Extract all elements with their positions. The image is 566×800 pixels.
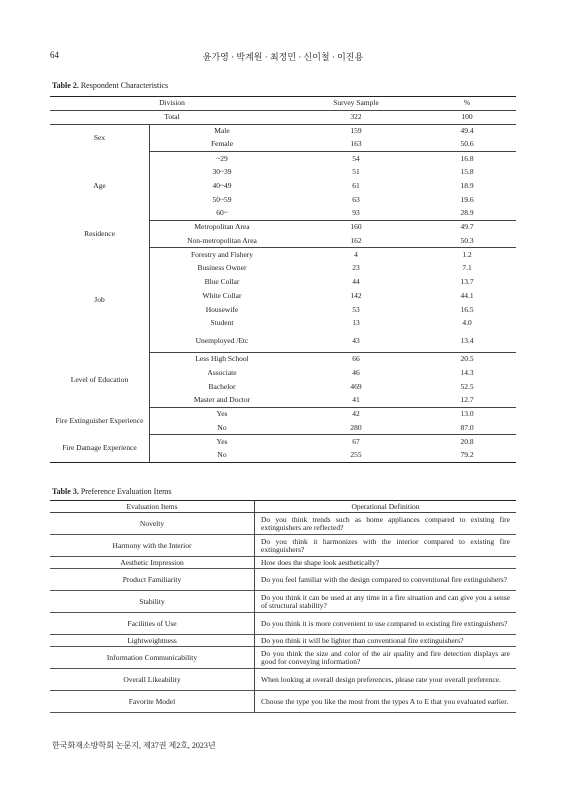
- sample-count: 53: [352, 304, 360, 314]
- table3-title: Preference Evaluation Items: [80, 487, 172, 496]
- sample-percent: 28.9: [418, 207, 516, 221]
- sample-percent: 4.0: [462, 318, 472, 328]
- sample-count: 63: [352, 194, 360, 204]
- sample-count: 54: [352, 153, 360, 163]
- table-row: [50, 635, 516, 647]
- sample-count: 44: [352, 277, 360, 287]
- category-label: 30~39: [212, 167, 232, 177]
- sample-count: 51: [352, 167, 360, 177]
- table-row: [50, 569, 516, 591]
- sample-count: 42: [352, 409, 360, 419]
- table-row: [50, 613, 516, 635]
- operational-definition: Do you think it harmonizes with the interior compared to existing fire extinguishers?: [255, 535, 517, 557]
- evaluation-item: Product Familiarity: [50, 569, 255, 591]
- total-label: Total: [50, 110, 294, 124]
- sample-count: 41: [294, 394, 418, 408]
- sample-percent: 50.3: [418, 234, 516, 248]
- preference-evaluation-table: [50, 500, 516, 713]
- category-label: Blue Collar: [204, 277, 240, 287]
- sample-percent: 14.3: [460, 367, 474, 377]
- sample-count: 61: [352, 180, 360, 190]
- table-row-total: [50, 110, 516, 124]
- group-label: Fire Damage Experience: [50, 435, 150, 463]
- sample-count: 67: [352, 436, 360, 446]
- table-row: [50, 220, 516, 234]
- table-row: [50, 647, 516, 669]
- category-label: Forestry and Fishery: [190, 249, 254, 259]
- category-label: Master and Doctor: [150, 394, 295, 408]
- table-row: [50, 557, 516, 569]
- sample-percent: 1.2: [462, 249, 472, 259]
- group-label: Age: [50, 152, 150, 221]
- table-row: [50, 591, 516, 613]
- table-row: [50, 248, 516, 262]
- table-row: [50, 435, 516, 449]
- table2-label: Table 2.: [52, 81, 79, 90]
- table-row: [50, 407, 516, 421]
- sample-count: 255: [350, 450, 362, 460]
- sample-count: 93: [294, 207, 418, 221]
- table-header-row: [50, 501, 516, 513]
- group-label: Job: [50, 248, 150, 353]
- category-label: Metropolitan Area: [194, 222, 250, 232]
- operational-definition: When looking at overall design preferences, please rate your overall preference.: [255, 669, 517, 691]
- table-row: [50, 691, 516, 713]
- operational-definition: Choose the type you like the most from the types A to E that you evaluated earlier.: [255, 691, 517, 713]
- sample-percent: 50.6: [418, 138, 516, 152]
- sample-percent: 16.5: [460, 304, 474, 314]
- total-percent: 100: [418, 110, 516, 124]
- category-label: Female: [150, 138, 295, 152]
- table-row: [50, 124, 516, 138]
- sample-percent: 18.9: [460, 180, 474, 190]
- category-label: Associate: [207, 367, 237, 377]
- operational-definition: Do you think trends such as home appliances compared to existing fire extinguishers are reflected?: [255, 513, 517, 535]
- sample-percent: 13.7: [460, 277, 474, 287]
- operational-definition: Do you think the size and color of the air quality and fire detection displays are good for conveying information?: [255, 647, 517, 669]
- table3-label: Table 3.: [52, 487, 79, 496]
- category-label: Bachelor: [208, 381, 236, 391]
- category-label: 60~: [150, 207, 295, 221]
- group-label: Sex: [50, 124, 150, 152]
- sample-percent: 49.4: [460, 126, 474, 136]
- category-label: Non-metropolitan Area: [150, 234, 295, 248]
- sample-percent: 49.7: [460, 222, 474, 232]
- sample-percent: 44.1: [460, 290, 474, 300]
- category-label: Yes: [216, 409, 228, 419]
- table-row: [50, 535, 516, 557]
- table2-caption: [52, 81, 168, 90]
- evaluation-item: Harmony with the Interior: [50, 535, 255, 557]
- evaluation-item: Novelty: [50, 513, 255, 535]
- sample-count: 13: [352, 318, 360, 328]
- sample-count: 160: [350, 222, 362, 232]
- page-header: [50, 50, 516, 64]
- sample-count: 162: [294, 234, 418, 248]
- sample-percent: 87.0: [418, 421, 516, 435]
- table-row: [50, 513, 516, 535]
- operational-definition: Do you feel familiar with the design compared to conventional fire extinguishers?: [255, 569, 517, 591]
- journal-footer: 한국화재소방학회 논문지, 제37권 제2호, 2023년: [52, 741, 216, 750]
- sample-percent: 20.5: [460, 354, 474, 364]
- operational-definition: Do you think it will be lighter than conventional fire extinguishers?: [255, 635, 517, 647]
- category-label: White Collar: [202, 290, 242, 300]
- sample-count: 4: [354, 249, 358, 259]
- table-row: [50, 152, 516, 166]
- category-label: 50~59: [212, 194, 232, 204]
- column-header: Survey Sample: [294, 97, 418, 111]
- table-row: [50, 352, 516, 366]
- category-label: Less High School: [195, 354, 249, 364]
- category-label: Student: [210, 318, 234, 328]
- category-label: Unemployed /Etc: [150, 330, 295, 352]
- sample-count: 142: [350, 290, 362, 300]
- group-label: Fire Extinguisher Experience: [50, 407, 150, 435]
- column-header: Operational Definition: [255, 501, 517, 513]
- sample-percent: 16.8: [460, 153, 474, 163]
- sample-percent: 13.0: [460, 409, 474, 419]
- sample-count: 163: [294, 138, 418, 152]
- sample-count: 46: [352, 367, 360, 377]
- evaluation-item: Stability: [50, 591, 255, 613]
- table-header-row: [50, 97, 516, 111]
- category-label: 40~49: [212, 180, 232, 190]
- evaluation-item: Favorite Model: [50, 691, 255, 713]
- category-label: Yes: [216, 436, 228, 446]
- operational-definition: Do you think it is more convenient to use compared to existing fire extinguishers?: [255, 613, 517, 635]
- sample-percent: 12.7: [418, 394, 516, 408]
- evaluation-item: Facilities of Use: [50, 613, 255, 635]
- total-count: 322: [294, 110, 418, 124]
- column-header: Division: [50, 97, 294, 111]
- column-header: Evaluation Items: [50, 501, 255, 513]
- sample-count: 159: [350, 126, 362, 136]
- sample-count: 469: [350, 381, 362, 391]
- column-header: %: [418, 97, 516, 111]
- sample-count: 23: [352, 263, 360, 273]
- sample-percent: 13.4: [418, 330, 516, 352]
- category-label: ~29: [216, 153, 228, 163]
- sample-percent: 7.1: [462, 263, 472, 273]
- category-label: Business Owner: [197, 263, 247, 273]
- table2-title: Respondent Characteristics: [80, 81, 169, 90]
- sample-percent: 15.8: [460, 167, 474, 177]
- category-label: No: [217, 450, 227, 460]
- sample-percent: 19.6: [460, 194, 474, 204]
- sample-count: 43: [294, 330, 418, 352]
- group-label: Level of Education: [50, 352, 150, 407]
- sample-percent: 79.2: [460, 450, 474, 460]
- running-authors: 윤가영 · 박계원 · 최정민 · 신이철 · 이진용: [202, 52, 364, 62]
- page-number: 64: [50, 50, 59, 60]
- operational-definition: Do you think it can be used at any time in a fire situation and can give you a sense of structural stability?: [255, 591, 517, 613]
- operational-definition: How does the shape look aesthetically?: [255, 557, 517, 569]
- evaluation-item: Information Communicability: [50, 647, 255, 669]
- group-label: Residence: [50, 220, 150, 248]
- category-label: No: [150, 421, 295, 435]
- evaluation-item: Overall Likeability: [50, 669, 255, 691]
- sample-percent: 52.5: [460, 381, 474, 391]
- category-label: Housewife: [205, 304, 239, 314]
- evaluation-item: Lightweightness: [50, 635, 255, 647]
- sample-count: 280: [294, 421, 418, 435]
- table3-caption: [52, 487, 171, 496]
- category-label: Male: [214, 126, 230, 136]
- table-row: [50, 669, 516, 691]
- respondent-characteristics-table: [50, 96, 516, 463]
- sample-percent: 20.8: [460, 436, 474, 446]
- sample-count: 66: [352, 354, 360, 364]
- evaluation-item: Aesthetic Impression: [50, 557, 255, 569]
